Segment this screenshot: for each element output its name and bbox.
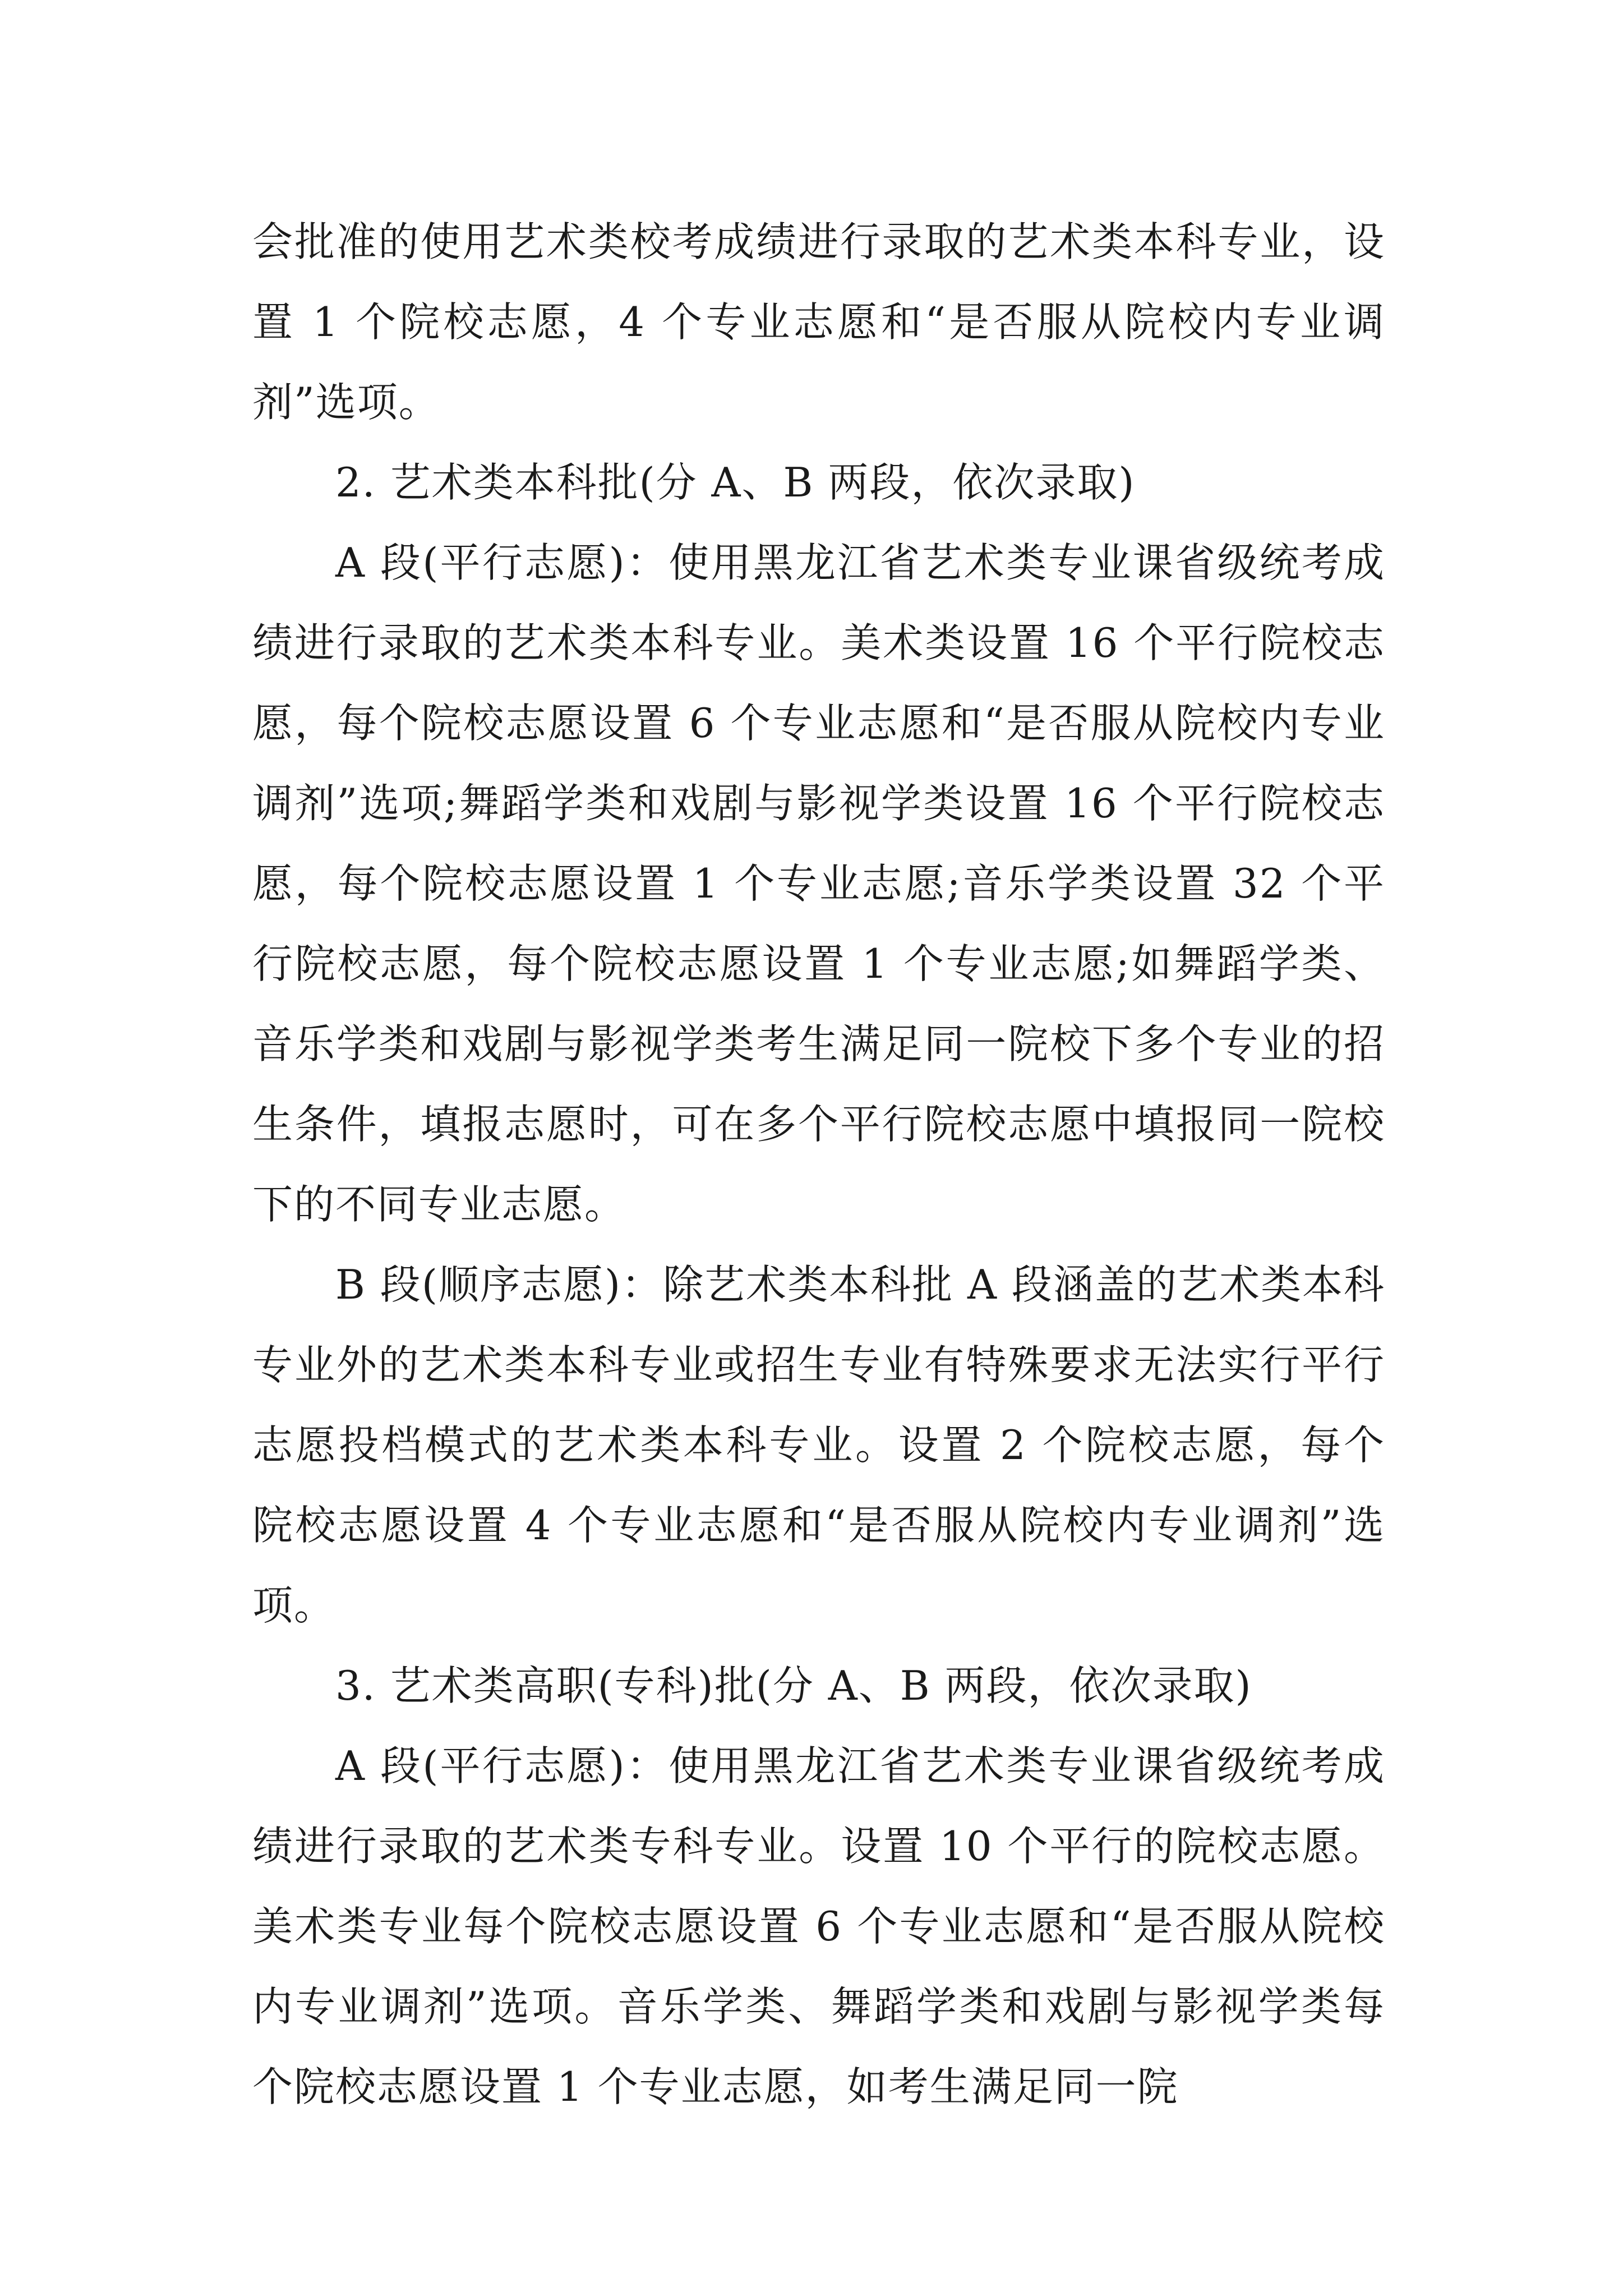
heading-art-vocational-batch: 3. 艺术类高职(专科)批(分 A、B 两段，依次录取) — [335, 1662, 1252, 1709]
paragraph-vocational-section-a: A 段(平行志愿)：使用黑龙江省艺术类专业课省级统考成绩进行录取的艺术类专科专业。设置 10 个平行的院校志愿。美术类专业每个院校志愿设置 6 个专业志愿和“是否服从院校内专业调剂”选项。音乐学类、舞蹈学类和戏剧与影视学类每个院校志愿设置 1 个专业志愿，如考生满足同一院 — [252, 1742, 1385, 2110]
paragraph-undergraduate-section-a: A 段(平行志愿)：使用黑龙江省艺术类专业课省级统考成绩进行录取的艺术类本科专业。美术类设置 16 个平行院校志愿，每个院校志愿设置 6 个专业志愿和“是否服从院校内专业调剂”选项;舞蹈学类和戏剧与影视学类设置 16 个平行院校志愿，每个院校志愿设置 1 个专业志愿;音乐学类设置 32 个平行院校志愿，每个院校志愿设置 1 个专业志愿;如舞蹈学类、音乐学类和戏剧与影视学类考生满足同一院校下多个专业的招生条件，填报志愿时，可在多个平行院校志愿中填报同一院校下的不同专业志愿。 — [252, 539, 1385, 1228]
document-body — [252, 202, 1385, 2127]
heading-art-undergraduate-batch: 2. 艺术类本科批(分 A、B 两段，依次录取) — [335, 459, 1136, 506]
paragraph-continuation: 会批准的使用艺术类校考成绩进行录取的艺术类本科专业，设置 1 个院校志愿，4 个专业志愿和“是否服从院校内专业调剂”选项。 — [252, 218, 1385, 426]
paragraph-undergraduate-section-b: B 段(顺序志愿)：除艺术类本科批 A 段涵盖的艺术类本科专业外的艺术类本科专业或招生专业有特殊要求无法实行平行志愿投档模式的艺术类本科专业。设置 2 个院校志愿，每个院校志愿设置 4 个专业志愿和“是否服从院校内专业调剂”选项。 — [252, 1261, 1385, 1629]
